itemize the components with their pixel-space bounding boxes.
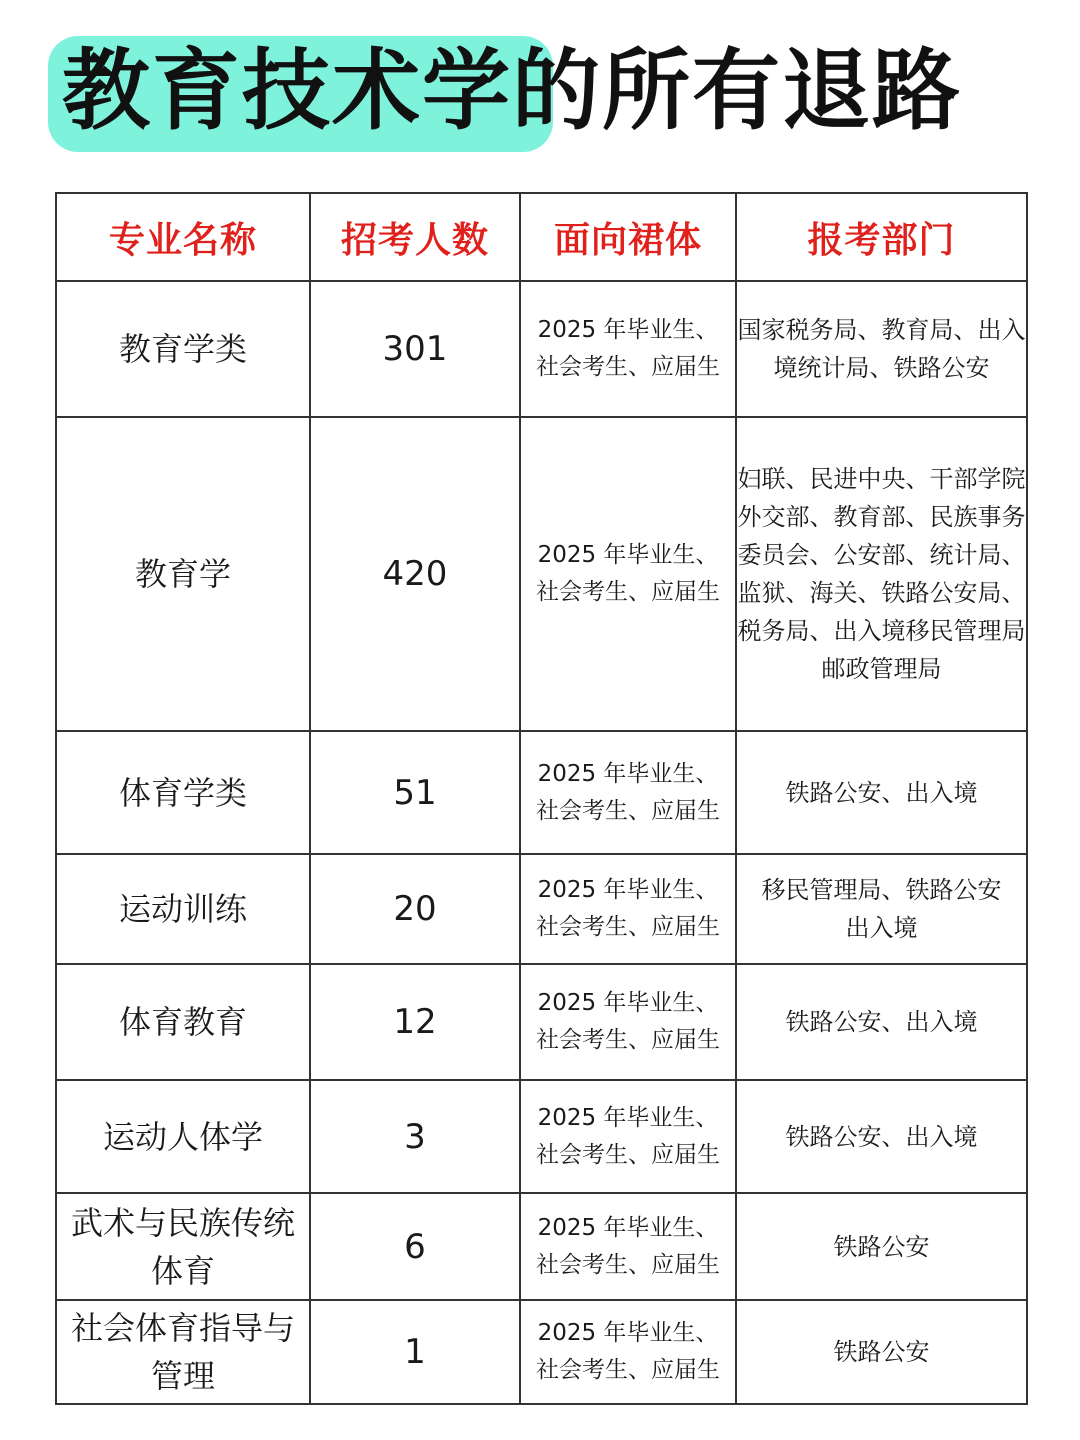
cell-dept: 铁路公安、出入境 [736, 1080, 1027, 1193]
title-highlight-text: 教育技术学 [62, 39, 513, 142]
table-row [56, 854, 1027, 964]
cell-major: 社会体育指导与管理 [56, 1300, 310, 1404]
cell-target: 2025 年毕业生、 社会考生、应届生 [520, 1193, 736, 1300]
cell-dept: 铁路公安、出入境 [736, 731, 1027, 854]
cell-count: 20 [310, 854, 520, 964]
page-title [62, 30, 962, 152]
table-row [56, 417, 1027, 731]
table-row [56, 1080, 1027, 1193]
cell-dept: 铁路公安 [736, 1193, 1027, 1300]
cell-count: 420 [310, 417, 520, 731]
cell-major: 体育教育 [56, 964, 310, 1080]
title-rest-text: 的所有退路 [512, 39, 963, 142]
cell-count: 3 [310, 1080, 520, 1193]
cell-major: 武术与民族传统体育 [56, 1193, 310, 1300]
cell-count: 301 [310, 281, 520, 417]
cell-major: 运动训练 [56, 854, 310, 964]
cell-count: 51 [310, 731, 520, 854]
cell-dept: 铁路公安、出入境 [736, 964, 1027, 1080]
cell-major: 教育学 [56, 417, 310, 731]
cell-major: 运动人体学 [56, 1080, 310, 1193]
header-major: 专业名称 [56, 193, 310, 281]
cell-count: 1 [310, 1300, 520, 1404]
cell-target: 2025 年毕业生、 社会考生、应届生 [520, 1300, 736, 1404]
cell-target: 2025 年毕业生、 社会考生、应届生 [520, 281, 736, 417]
cell-dept: 铁路公安 [736, 1300, 1027, 1404]
cell-count: 12 [310, 964, 520, 1080]
recruitment-table [55, 192, 1028, 1405]
header-dept: 报考部门 [736, 193, 1027, 281]
table-header-row [56, 193, 1027, 281]
table-row [56, 731, 1027, 854]
cell-target: 2025 年毕业生、 社会考生、应届生 [520, 854, 736, 964]
cell-target: 2025 年毕业生、 社会考生、应届生 [520, 964, 736, 1080]
cell-target: 2025 年毕业生、 社会考生、应届生 [520, 417, 736, 731]
cell-major: 体育学类 [56, 731, 310, 854]
table-row [56, 281, 1027, 417]
cell-dept: 妇联、民进中央、干部学院外交部、教育部、民族事务委员会、公安部、统计局、监狱、海关、铁路公安局、税务局、出入境移民管理局 邮政管理局 [736, 417, 1027, 731]
cell-major: 教育学类 [56, 281, 310, 417]
header-target: 面向裙体 [520, 193, 736, 281]
table-row [56, 964, 1027, 1080]
header-count: 招考人数 [310, 193, 520, 281]
cell-dept: 国家税务局、教育局、出入境统计局、铁路公安 [736, 281, 1027, 417]
cell-count: 6 [310, 1193, 520, 1300]
cell-target: 2025 年毕业生、 社会考生、应届生 [520, 731, 736, 854]
cell-dept: 移民管理局、铁路公安 出入境 [736, 854, 1027, 964]
table-row [56, 1193, 1027, 1300]
cell-target: 2025 年毕业生、 社会考生、应届生 [520, 1080, 736, 1193]
table-row [56, 1300, 1027, 1404]
